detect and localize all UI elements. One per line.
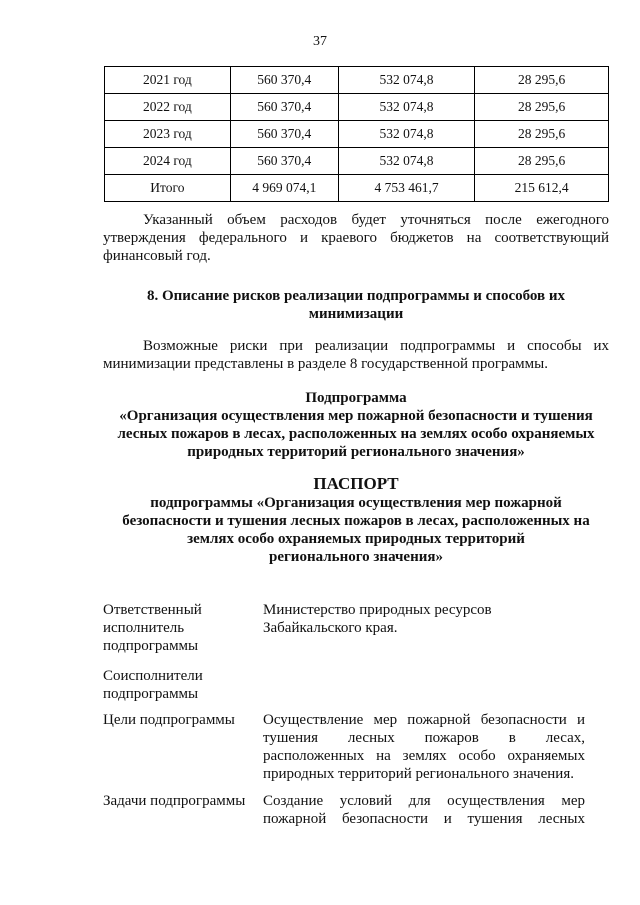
- risks-paragraph-line: Возможные риски при реализации подпрограммы и способы их: [143, 338, 609, 354]
- table-cell: 560 370,4: [230, 148, 338, 175]
- risks-paragraph: [103, 337, 609, 373]
- table-row: [105, 94, 609, 121]
- section-8-heading: [103, 287, 609, 323]
- label-line: Ответственный: [103, 602, 202, 618]
- risks-paragraph-line: минимизации представлены в разделе 8 государственной программы.: [103, 356, 548, 372]
- table-cell: 532 074,8: [338, 67, 475, 94]
- table-row: [105, 121, 609, 148]
- label-line: Соисполнители: [103, 668, 203, 684]
- budget-paragraph-line: Указанный объем расходов будет уточняться после ежегодного: [143, 212, 609, 228]
- subprogram-heading-line: лесных пожаров в лесах, расположенных на землях особо охраняемых: [117, 426, 595, 442]
- passport-heading-line: регионального значения»: [269, 549, 443, 565]
- table-cell: 2024 год: [105, 148, 231, 175]
- table-cell: 28 295,6: [475, 67, 609, 94]
- value-line: Осуществление мер пожарной безопасности и: [263, 712, 585, 728]
- value-line: Министерство природных ресурсов: [263, 602, 492, 618]
- table-cell: 28 295,6: [475, 94, 609, 121]
- budget-paragraph-line: финансовый год.: [103, 248, 211, 264]
- goals-value: [263, 711, 585, 783]
- table-cell: 215 612,4: [475, 175, 609, 202]
- section-8-heading-line: минимизации: [308, 306, 404, 322]
- value-line: тушения лесных пожаров в лесах,: [263, 730, 585, 746]
- table-cell: 28 295,6: [475, 121, 609, 148]
- label-line: исполнитель: [103, 620, 185, 636]
- tasks-label: Задачи подпрограммы: [103, 793, 246, 809]
- responsible-value: [263, 601, 585, 637]
- table-cell: 532 074,8: [338, 148, 475, 175]
- section-8-heading-line: 8. Описание рисков реализации подпрограммы и способов их: [146, 288, 566, 304]
- subprogram-heading: [103, 389, 609, 461]
- goals-label: Цели подпрограммы: [103, 712, 235, 728]
- subprogram-heading-line: «Организация осуществления мер пожарной безопасности и тушения: [119, 408, 593, 424]
- page-number: 37: [313, 34, 327, 49]
- value-line: природных территорий регионального значения.: [263, 766, 574, 782]
- passport-heading-line: землях особо охраняемых природных территорий: [187, 531, 525, 547]
- label-line: подпрограммы: [103, 638, 199, 654]
- table-cell: 560 370,4: [230, 67, 338, 94]
- table-cell: 560 370,4: [230, 94, 338, 121]
- value-line: Создание условий для осуществления мер: [263, 793, 585, 809]
- passport-heading: [103, 474, 609, 566]
- value-line: расположенных на землях особо охраняемых: [263, 748, 585, 764]
- label-line: подпрограммы: [103, 686, 199, 702]
- subprogram-heading-line: Подпрограмма: [305, 390, 407, 406]
- financing-table: [104, 66, 609, 202]
- table-cell: 2023 год: [105, 121, 231, 148]
- coexecutors-label: [103, 667, 253, 703]
- passport-heading-line: подпрограммы «Организация осуществления мер пожарной: [150, 495, 562, 511]
- table-cell: 2022 год: [105, 94, 231, 121]
- table-row: [105, 148, 609, 175]
- table-row: [105, 67, 609, 94]
- passport-heading-line: безопасности и тушения лесных пожаров в лесах, расположенных на: [122, 513, 590, 529]
- table-cell: 4 969 074,1: [230, 175, 338, 202]
- table-cell: 4 753 461,7: [338, 175, 475, 202]
- passport-title: ПАСПОРТ: [313, 474, 399, 493]
- subprogram-heading-line: природных территорий регионального значения»: [187, 444, 525, 460]
- tasks-value: [263, 792, 585, 828]
- value-line: пожарной безопасности и тушения лесных: [263, 811, 585, 827]
- table-cell: 560 370,4: [230, 121, 338, 148]
- table-cell: 532 074,8: [338, 94, 475, 121]
- table-cell: Итого: [105, 175, 231, 202]
- responsible-label: [103, 601, 253, 655]
- value-line: Забайкальского края.: [263, 620, 398, 636]
- table-cell: 532 074,8: [338, 121, 475, 148]
- table-cell: 2021 год: [105, 67, 231, 94]
- table-cell: 28 295,6: [475, 148, 609, 175]
- budget-paragraph: [103, 211, 609, 265]
- table-row: [105, 175, 609, 202]
- budget-paragraph-line: утверждения федерального и краевого бюджетов на соответствующий: [103, 230, 609, 246]
